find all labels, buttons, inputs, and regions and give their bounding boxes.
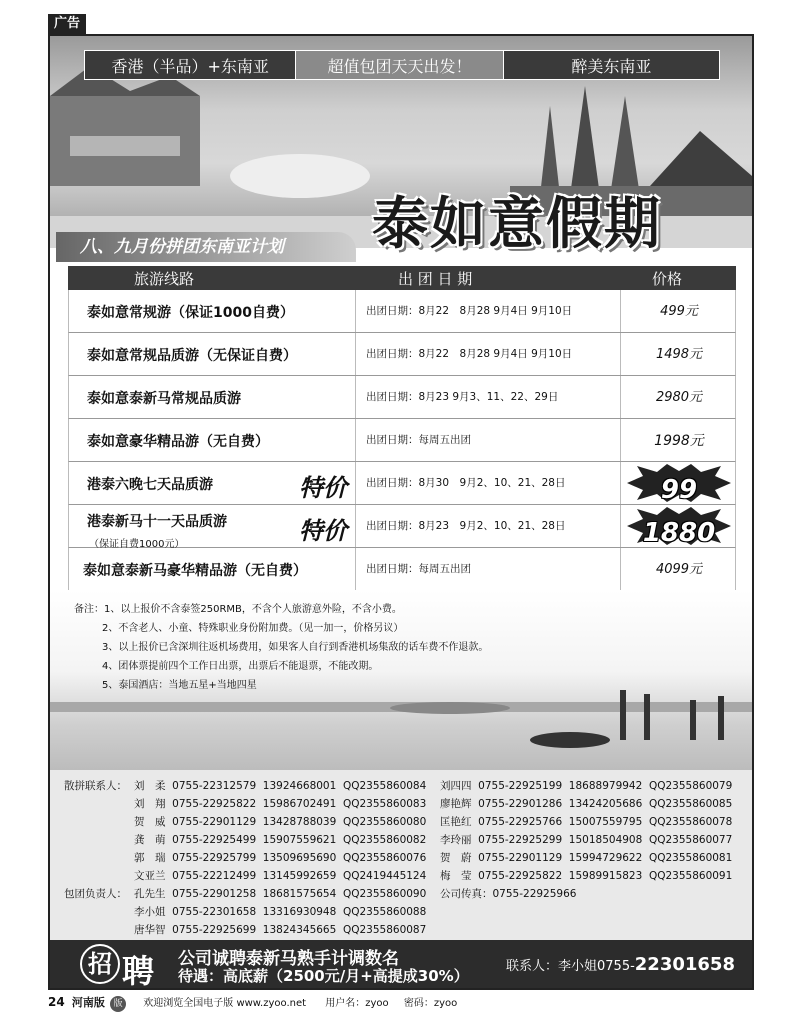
tour-price: 1880 xyxy=(642,518,716,548)
recruit-headline: 公司诚聘泰新马熟手计调数名 xyxy=(178,949,399,969)
tour-price: 499元 xyxy=(660,304,698,319)
tour-name: 港泰六晚七天品质游 xyxy=(87,477,213,493)
contact-line: 匡艳红 0755-22925766 15007559795 QQ2355860078 xyxy=(440,816,733,828)
tour-date: 出团日期：8月22 8月28 9月4日 9月10日 xyxy=(355,290,621,332)
recruit-contact-label: 联系人：李小姐0755- xyxy=(506,959,635,974)
tour-name: 泰如意豪华精品游（无自费） xyxy=(87,434,269,450)
page-footer xyxy=(48,994,754,1012)
table-row xyxy=(68,376,736,419)
table-row xyxy=(68,290,736,333)
banner-middle: 超值包团天天出发！ xyxy=(296,51,503,79)
price-burst xyxy=(621,505,737,547)
header-route: 旅游线路 xyxy=(134,270,195,288)
header-price: 价格 xyxy=(652,270,683,288)
tour-name: 泰如意泰新马豪华精品游（无自费） xyxy=(83,563,307,579)
recruit-banner xyxy=(50,940,752,988)
tour-date: 出团日期：每周五出团 xyxy=(355,548,621,590)
company-fax: 公司传真：0755-22925966 xyxy=(440,888,577,900)
tour-date: 出团日期：每周五出团 xyxy=(355,419,621,461)
contact-line: 孔先生 0755-22901258 18681575654 QQ2355860090 xyxy=(134,888,427,900)
contacts-section xyxy=(50,770,752,940)
table-header xyxy=(68,266,736,290)
price-burst xyxy=(621,462,737,504)
ad-tag: 广告 xyxy=(48,14,86,34)
special-price-label: 特价 xyxy=(299,517,347,545)
contact-line: 文亚兰 0755-22212499 13145992659 QQ2419445124 xyxy=(134,870,427,882)
page-number: 24 xyxy=(48,995,65,1009)
recruit-badge-second: 聘 xyxy=(122,952,155,990)
special-price-label: 特价 xyxy=(299,474,347,502)
tour-date: 出团日期：8月23 9月2、10、21、28日 xyxy=(355,505,621,547)
contact-line: 刘 柔 0755-22312579 13924668001 QQ2355860084 xyxy=(134,780,427,792)
contact-line: 郭 瑞 0755-22925799 13509695690 QQ2355860076 xyxy=(134,852,427,864)
tour-name: 泰如意常规游（保证1000自费） xyxy=(87,305,294,321)
top-banner xyxy=(84,50,720,80)
recruit-salary: 待遇：高底薪（2500元/月+高提成30%） xyxy=(178,967,469,985)
edition-badge: 版 xyxy=(110,996,126,1012)
footer-user: 用户名：zyoo xyxy=(325,998,389,1009)
tour-date: 出团日期：8月22 8月28 9月4日 9月10日 xyxy=(355,333,621,375)
contact-line: 李小姐 0755-22301658 13316930948 QQ2355860088 xyxy=(134,906,427,918)
tour-date: 出团日期：8月30 9月2、10、21、28日 xyxy=(355,462,621,504)
tour-price: 99 xyxy=(660,475,698,505)
package-contact-label: 包团负责人： xyxy=(64,888,127,900)
table-row xyxy=(68,505,736,548)
tour-date: 出团日期：8月23 9月3、11、22、29日 xyxy=(355,376,621,418)
recruit-badge: 招 xyxy=(80,944,120,984)
contact-line: 贺 蔚 0755-22901129 15994729622 QQ2355860081 xyxy=(440,852,733,864)
table-row xyxy=(68,548,736,591)
footer-welcome: 欢迎浏览全国电子版 www.zyoo.net xyxy=(143,998,307,1009)
contact-line: 刘 翔 0755-22925822 15986702491 QQ2355860083 xyxy=(134,798,427,810)
tour-price: 1998元 xyxy=(654,433,704,449)
recruit-contact xyxy=(506,954,735,975)
contact-line: 廖艳辉 0755-22901286 13424205686 QQ2355860085 xyxy=(440,798,733,810)
header-date: 出 团 日 期 xyxy=(398,270,473,288)
tour-price: 1498元 xyxy=(655,347,703,362)
tour-name: 港泰新马十一天品质游 xyxy=(87,514,227,530)
contact-line: 龚 萌 0755-22925499 15907559621 QQ2355860082 xyxy=(134,834,427,846)
note-line: 2、不含老人、小童、特殊职业身份附加费。（见一加一，价格另议） xyxy=(102,623,404,634)
footer-password: 密码：zyoo xyxy=(403,998,458,1009)
tour-price: 4099元 xyxy=(655,562,703,577)
contact-line: 梅 莹 0755-22925822 15989915823 QQ2355860091 xyxy=(440,870,733,882)
note-line: 3、以上报价已含深圳往返机场费用，如果客人自行到香港机场集敌的话车费不作退款。 xyxy=(102,642,489,653)
note-line: 5、泰国酒店：当地五星+当地四星 xyxy=(102,680,257,691)
note-line: 备注：1、以上报价不含泰签250RMB，不含个人旅游意外险，不含小费。 xyxy=(74,604,402,615)
tour-subnote: （保证自费1000元） xyxy=(89,539,185,550)
banner-left: 香港（半品）+东南亚 xyxy=(85,51,296,79)
note-line: 4、团体票提前四个工作日出票，出票后不能退票，不能改期。 xyxy=(102,661,379,672)
tour-name: 泰如意常规品质游（无保证自费） xyxy=(87,348,297,364)
contact-line: 唐华智 0755-22925699 13824345665 QQ2355860087 xyxy=(134,924,427,936)
contact-line: 李玲丽 0755-22925299 15018504908 QQ2355860077 xyxy=(440,834,733,846)
recruit-contact-number: 22301658 xyxy=(634,954,735,975)
tour-price: 2980元 xyxy=(655,390,703,405)
tour-name: 泰如意泰新马常规品质游 xyxy=(87,391,241,407)
table-row xyxy=(68,462,736,505)
edition-label: 河南版 xyxy=(71,996,105,1009)
plan-title: 八、九月份拼团东南亚计划 xyxy=(56,232,356,262)
brand-title: 泰如意假期 xyxy=(372,192,662,257)
table-row xyxy=(68,419,736,462)
table-row xyxy=(68,333,736,376)
notes xyxy=(74,600,488,695)
contact-line: 贺 威 0755-22901129 13428788039 QQ2355860080 xyxy=(134,816,427,828)
contact-line: 刘四四 0755-22925199 18688979942 QQ2355860079 xyxy=(440,780,733,792)
tour-table xyxy=(68,290,736,591)
banner-right: 醉美东南亚 xyxy=(504,51,719,79)
group-contact-label: 散拼联系人： xyxy=(64,780,127,792)
